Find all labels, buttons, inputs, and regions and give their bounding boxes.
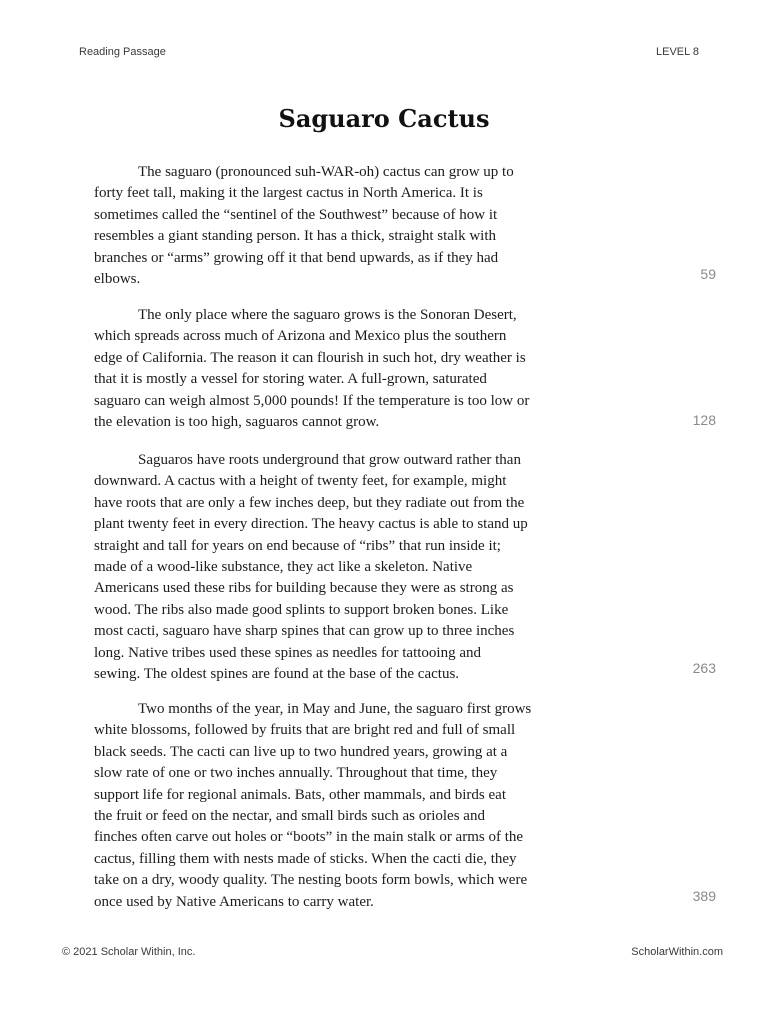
paragraph-line: long. Native tribes used these spines as needles for tattooing and	[94, 644, 481, 661]
paragraph-line: the elevation is too high, saguaros cannot grow.	[94, 414, 380, 431]
paragraph-line: sewing. The oldest spines are found at the base of the cactus.	[94, 666, 460, 683]
paragraph-1	[94, 162, 606, 290]
paragraph-line: black seeds. The cacti can live up to two hundred years, growing at a	[94, 743, 508, 760]
word-count-3: 263	[692, 660, 716, 676]
paragraph-line: resembles a giant standing person. It has a thick, straight stalk with	[94, 228, 496, 245]
passage-title: Saguaro Cactus	[278, 104, 490, 133]
paragraph-3	[94, 450, 606, 685]
paragraph-line: sometimes called the “sentinel of the Southwest” because of how it	[94, 206, 498, 223]
paragraph-line: the fruit or feed on the nectar, and small birds such as orioles and	[94, 808, 485, 825]
paragraph-line: wood. The ribs also made good splints to support broken bones. Like	[94, 601, 509, 618]
header-level-label: LEVEL 8	[655, 46, 699, 58]
paragraph-line: Americans used these ribs for building because they were as strong as	[94, 580, 514, 597]
paragraph-line: plant twenty feet in every direction. The heavy cactus is able to stand up	[94, 516, 528, 533]
paragraph-line: The only place where the saguaro grows is the Sonoran Desert,	[138, 307, 517, 323]
paragraph-line: forty feet tall, making it the largest cactus in North America. It is	[94, 185, 483, 202]
paragraph-line: most cacti, saguaro have sharp spines that can grow up to three inches	[94, 623, 515, 640]
paragraph-line: finches often carve out holes or “boots” in the main stalk or arms of the	[94, 829, 524, 846]
paragraph-line: Saguaros have roots underground that grow outward rather than	[138, 452, 521, 468]
paragraph-line: elbows.	[94, 271, 141, 288]
header-left-label: Reading Passage	[79, 46, 166, 58]
word-count-2: 128	[692, 412, 716, 428]
paragraph-line: straight and tall for years on end because of “ribs” that run inside it;	[94, 537, 501, 554]
paragraph-line: edge of California. The reason it can flourish in such hot, dry weather is	[94, 349, 526, 366]
paragraph-2	[94, 305, 606, 433]
footer-website: ScholarWithin.com	[631, 946, 723, 958]
paragraph-line: white blossoms, followed by fruits that are bright red and full of small	[94, 722, 516, 739]
paragraph-line: once used by Native Americans to carry water.	[94, 893, 374, 910]
paragraph-line: downward. A cactus with a height of twenty feet, for example, might	[94, 473, 507, 490]
paragraph-line: branches or “arms” growing off it that bend upwards, as if they had	[94, 249, 499, 266]
word-count-4: 389	[692, 888, 716, 904]
paragraph-line: made of a wood-like substance, they act like a skeleton. Native	[94, 559, 473, 576]
paragraph-line: which spreads across much of Arizona and Mexico plus the southern	[94, 328, 507, 345]
footer-copyright: © 2021 Scholar Within, Inc.	[62, 946, 196, 958]
paragraph-line: slow rate of one or two inches annually. Throughout that time, they	[94, 765, 498, 782]
paragraph-4	[94, 699, 606, 913]
paragraph-line: cactus, filling them with nests made of sticks. When the cacti die, they	[94, 850, 517, 867]
paragraph-line: saguaro can weigh almost 5,000 pounds! If the temperature is too low or	[94, 392, 530, 409]
paragraph-line: that it is mostly a vessel for storing water. A full-grown, saturated	[94, 371, 487, 388]
paragraph-line: The saguaro (pronounced suh-WAR-oh) cactus can grow up to	[138, 164, 514, 180]
paragraph-line: Two months of the year, in May and June, the saguaro first grows	[138, 701, 532, 717]
paragraph-line: take on a dry, woody quality. The nesting boots form bowls, which were	[94, 872, 528, 889]
paragraph-line: support life for regional animals. Bats, other mammals, and birds eat	[94, 786, 506, 803]
word-count-1: 59	[700, 266, 716, 282]
paragraph-line: have roots that are only a few inches deep, but they radiate out from the	[94, 494, 525, 511]
